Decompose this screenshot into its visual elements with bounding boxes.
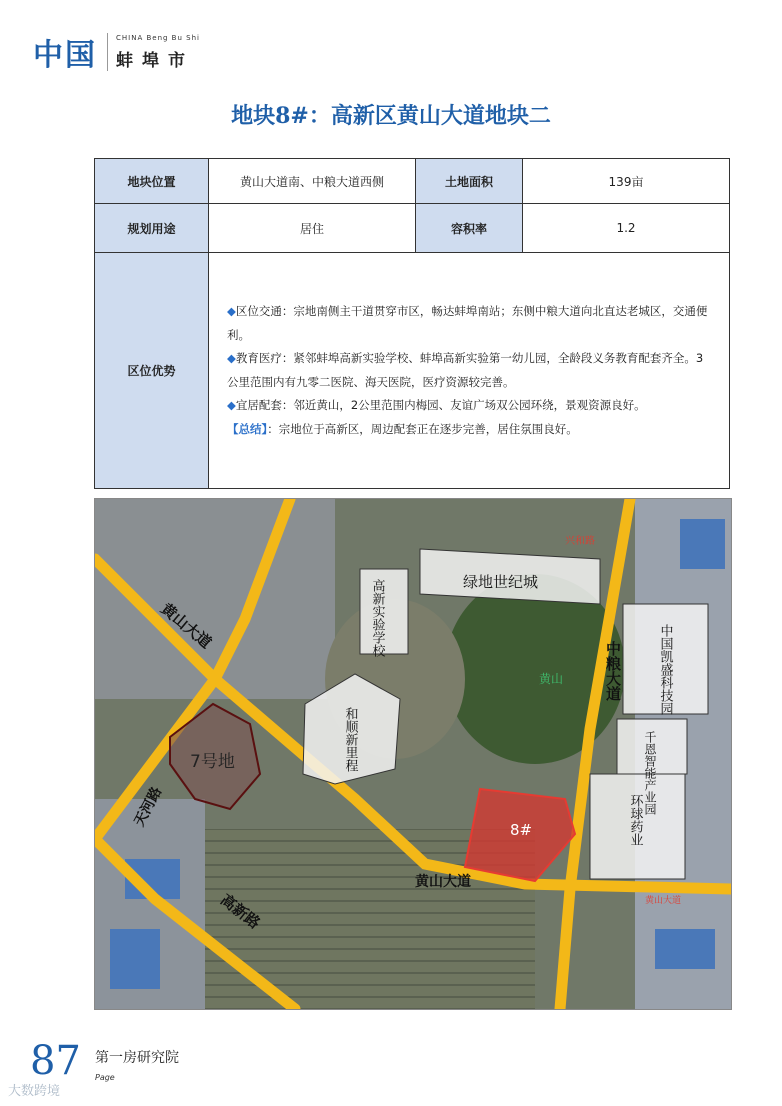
factory-roof — [680, 519, 725, 569]
area-label: 土地面积 — [416, 159, 523, 204]
block-label-school: 高新实验学校 — [369, 579, 385, 657]
road-label-tianhe: 天河路 — [131, 784, 166, 830]
mountain-label: 黄山 — [539, 672, 564, 686]
factory-roof — [655, 929, 715, 969]
table-row — [95, 159, 730, 204]
logo-city: 蚌埠市 — [116, 50, 194, 71]
summary-line: 【总结】：宗地位于高新区，周边配套正在逐步完善，居住氛围良好。 — [227, 421, 578, 436]
road-label-huangshan-se: 黄山大道 — [415, 874, 471, 890]
page-title: 地块8#：高新区黄山大道地块二 — [231, 103, 551, 129]
block-label-huanqiu: 环球药业 — [627, 794, 643, 846]
block-label-heshun: 和顺新里程 — [342, 707, 358, 772]
far-value: 1.2 — [523, 204, 730, 253]
road-label-huangshan-nw: 黄山大道 — [157, 599, 215, 652]
advantage-line: ◆宜居配套：邻近黄山，2公里范围内梅园、友谊广场双公园环绕，景观资源良好。 — [227, 398, 646, 412]
advantage-line: ◆教育医疗：紧邻蚌埠高新实验学校、蚌埠高新实验第一幼儿园，全龄段义务教育配套齐全。3公里范围内有九零二医院、海天医院，医疗资源较完善。 — [227, 351, 704, 389]
logo — [33, 30, 200, 74]
watermark: 大数跨境 — [8, 1084, 61, 1099]
xinghe-road-label: 兴和路 — [565, 536, 595, 547]
road-label-gaoxin: 高新路 — [216, 890, 264, 933]
location-map — [94, 498, 732, 1010]
factory-roof — [110, 929, 160, 989]
map-svg — [95, 499, 731, 1009]
page-word: Page — [95, 1073, 115, 1082]
use-label: 规划用途 — [95, 204, 209, 253]
page-number: 87 — [30, 1038, 81, 1084]
location-value: 黄山大道南、中粮大道西侧 — [209, 159, 416, 204]
road-label-zhongliang: 中粮大道 — [604, 641, 622, 701]
block-label-lvdi: 绿地世纪城 — [463, 573, 539, 591]
plot-info-table — [94, 158, 730, 489]
block-label-qianen: 千恩智能产业园 — [643, 731, 657, 815]
advantage-line: ◆区位交通：宗地南侧主干道贯穿市区，畅达蚌埠南站；东侧中粮大道向北直达老城区，交通便利。 — [227, 304, 708, 342]
plot-8-label: 8# — [510, 821, 533, 839]
table-row — [95, 253, 730, 489]
logo-en: CHINA Beng Bu Shi — [116, 33, 200, 42]
advantage-content — [209, 253, 730, 489]
small-road-label: 黄山大道 — [645, 896, 682, 906]
block-label-kaisheng: 中国凯盛科技园 — [657, 624, 673, 715]
far-label: 容积率 — [416, 204, 523, 253]
logo-right — [116, 34, 200, 71]
logo-cn: 中国 — [33, 38, 97, 73]
use-value: 居住 — [209, 204, 416, 253]
table-row — [95, 204, 730, 253]
location-label: 地块位置 — [95, 159, 209, 204]
plot-7-label: 7号地 — [190, 752, 235, 772]
area-value: 139亩 — [523, 159, 730, 204]
footer-org: 第一房研究院 — [95, 1050, 179, 1066]
advantage-label: 区位优势 — [95, 253, 209, 489]
logo-divider — [107, 33, 108, 71]
